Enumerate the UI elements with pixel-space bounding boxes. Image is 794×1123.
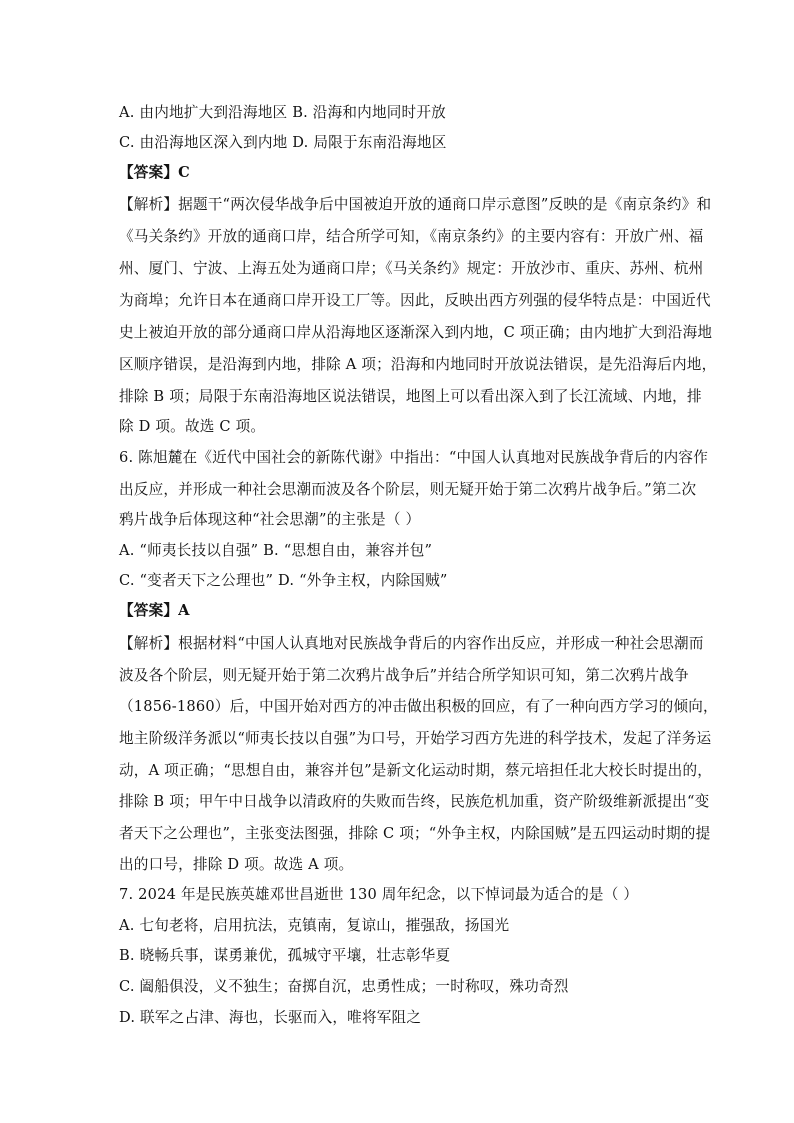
analysis-line: 州、厦门、宁波、上海五处为通商口岸；《马关条约》规定：开放沙市、重庆、苏州、杭州: [119, 260, 704, 277]
option-line: D. 联军之占津、海也，长驱而入，唯将军阻之: [119, 1009, 422, 1026]
analysis-line: 《马关条约》开放的通商口岸，结合所学可知，《南京条约》的主要内容有：开放广州、福: [119, 228, 704, 245]
analysis-line: 除 D 项。故选 C 项。: [119, 418, 266, 435]
analysis-line: 者天下之公理也”，主张变法图强，排除 C 项；“外争主权，内除国贼”是五四运动时期的提: [119, 825, 711, 842]
analysis-line: 区顺序错误，是沿海到内地，排除 A 项；沿海和内地同时开放说法错误，是先沿海后内地，: [119, 356, 717, 373]
analysis-line: 动，A 项正确；“思想自由，兼容并包”是新文化运动时期，蔡元培担任北大校长时提出的，: [119, 762, 713, 779]
option-line: A. “师夷长技以自强” B. “思想自由，兼容并包”: [119, 542, 433, 559]
question-line: 6. 陈旭麓在《近代中国社会的新陈代谢》中指出：“中国人认真地对民族战争背后的内容作: [119, 449, 708, 466]
analysis-line: 排除 B 项；局限于东南沿海地区说法错误，地图上可以看出深入到了长江流域、内地，排: [119, 388, 702, 405]
analysis-line: 出的口号，排除 D 项。故选 A 项。: [119, 856, 354, 873]
option-line: C. 阖船俱没，义不独生；奋掷自沉，忠勇性成；一时称叹，殊功奇烈: [119, 978, 569, 995]
analysis-line: 为商埠；允许日本在通商口岸开设工厂等。因此，反映出西方列强的侵华特点是：中国近代: [119, 292, 711, 309]
option-line: B. 晓畅兵事，谋勇兼优，孤城守平壤，壮志彰华夏: [119, 947, 451, 964]
analysis-line: （1856-1860）后，中国开始对西方的冲击做出积极的回应，有了一种向西方学习的倾向，: [119, 698, 718, 715]
analysis-line: 地主阶级洋务派以“师夷长技以自强”为口号，开始学习西方先进的科学技术，发起了洋务运: [119, 730, 712, 747]
option-line: C. 由沿海地区深入到内地 D. 局限于东南沿海地区: [119, 134, 447, 151]
question-line: 出反应，并形成一种社会思潮而波及各个阶层，则无疑开始于第二次鸦片战争后。”第二次: [119, 481, 697, 498]
answer-line: 【答案】A: [119, 602, 190, 619]
option-line: A. 由内地扩大到沿海地区 B. 沿海和内地同时开放: [119, 104, 446, 121]
option-line: A. 七旬老将，启用抗法，克镇南，复谅山，摧强敌，扬国光: [119, 917, 510, 934]
question-line: 7. 2024 年是民族英雄邓世昌逝世 130 周年纪念，以下悼词最为适合的是（ ）: [119, 886, 639, 903]
analysis-line: 排除 B 项；甲午中日战争以清政府的失败而告终，民族危机加重，资产阶级维新派提出“变: [119, 793, 710, 810]
analysis-line: 史上被迫开放的部分通商口岸从沿海地区逐渐深入到内地，C 项正确；由内地扩大到沿海地: [119, 324, 713, 341]
question-line: 鸦片战争后体现这种“社会思潮”的主张是（ ）: [119, 511, 421, 528]
option-line: C. “变者天下之公理也” D. “外争主权，内除国贼”: [119, 572, 448, 589]
answer-line: 【答案】C: [119, 164, 190, 181]
analysis-line: 波及各个阶层，则无疑开始于第二次鸦片战争后”并结合所学知识可知，第二次鸦片战争: [119, 667, 689, 684]
analysis-line: 【解析】根据材料“中国人认真地对民族战争背后的内容作出反应，并形成一种社会思潮而: [119, 635, 704, 652]
analysis-line: 【解析】据题干“两次侵华战争后中国被迫开放的通商口岸示意图”反映的是《南京条约》和: [119, 196, 712, 213]
